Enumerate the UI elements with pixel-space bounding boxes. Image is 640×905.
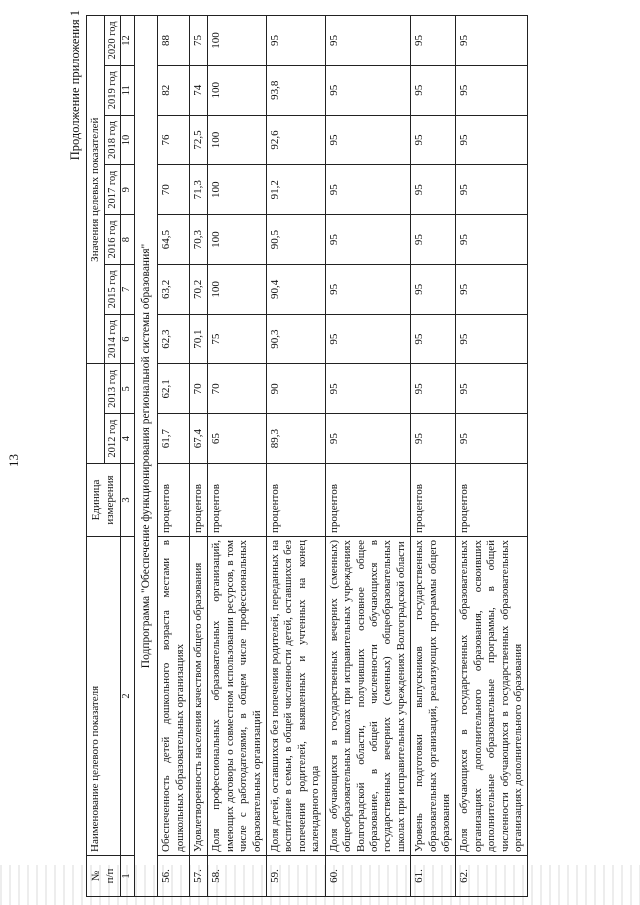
- unit-cell: процентов: [208, 464, 267, 537]
- index-cell: 6: [121, 314, 135, 364]
- value-cell: 100: [208, 215, 267, 265]
- value-cell: 95: [456, 16, 528, 66]
- index-cell: 9: [121, 165, 135, 215]
- value-cell: 70: [158, 165, 190, 215]
- value-cell: 95: [325, 115, 410, 165]
- value-cell: 95: [411, 364, 456, 414]
- value-cell: 95: [411, 115, 456, 165]
- value-cell: 89,3: [267, 414, 326, 464]
- value-cell: 95: [456, 414, 528, 464]
- value-cell: 95: [456, 314, 528, 364]
- index-cell: 5: [121, 364, 135, 414]
- table-row: [267, 16, 326, 897]
- continuation-label: Продолжение приложения 1: [68, 10, 82, 161]
- value-cell: 95: [411, 414, 456, 464]
- unit-cell: процентов: [411, 464, 456, 537]
- unit-cell: процентов: [158, 464, 190, 537]
- subprogram-row: [135, 16, 158, 897]
- value-cell: 95: [411, 264, 456, 314]
- year-header-1: 2012 год: [105, 414, 121, 464]
- value-cell: 62,3: [158, 314, 190, 364]
- value-cell: 95: [267, 16, 326, 66]
- value-cell: 75: [208, 314, 267, 364]
- value-cell: 62,1: [158, 364, 190, 414]
- value-cell: 95: [325, 364, 410, 414]
- indicators-table: [86, 15, 528, 897]
- value-cell: 95: [456, 65, 528, 115]
- value-cell: 90,3: [267, 314, 326, 364]
- index-cell: 3: [121, 464, 135, 537]
- value-cell: 90,5: [267, 215, 326, 265]
- value-cell: 70,1: [190, 314, 208, 364]
- value-cell: 95: [456, 115, 528, 165]
- value-cell: 100: [208, 65, 267, 115]
- value-cell: 95: [325, 16, 410, 66]
- year-header-6: 2017 год: [105, 165, 121, 215]
- page-number: 13: [6, 454, 21, 467]
- indicator-name: Обеспеченность детей дошкольного возраста местами в дошкольных образовательных организациях: [158, 537, 190, 856]
- value-cell: 95: [411, 16, 456, 66]
- value-cell: 74: [190, 65, 208, 115]
- header-unit: Единица измерения: [87, 464, 121, 537]
- table-row: [325, 16, 410, 897]
- table-row: [208, 16, 267, 897]
- header-values-title: Значения целевых показателей: [87, 16, 105, 364]
- value-cell: 100: [208, 264, 267, 314]
- year-header-8: 2019 год: [105, 65, 121, 115]
- value-cell: 90: [267, 364, 326, 414]
- index-row: [121, 16, 135, 897]
- unit-cell: процентов: [325, 464, 410, 537]
- index-cell: 12: [121, 16, 135, 66]
- value-cell: 95: [411, 165, 456, 215]
- indicator-name: Доля детей, оставшихся без попечения родителей, переданных на воспитание в семьи, в общей численности детей, оставшихся без попечения родителей, выявленных и учтенных на конец календарного года: [267, 537, 326, 856]
- header-num: № п/п: [87, 856, 121, 897]
- value-cell: 70,3: [190, 215, 208, 265]
- value-cell: 100: [208, 16, 267, 66]
- row-number: 57.: [190, 856, 208, 897]
- table-row: [456, 16, 528, 897]
- value-cell: 71,3: [190, 165, 208, 215]
- value-cell: 95: [411, 314, 456, 364]
- index-cell: 8: [121, 215, 135, 265]
- value-cell: 88: [158, 16, 190, 66]
- year-header-9: 2020 год: [105, 16, 121, 66]
- value-cell: 82: [158, 65, 190, 115]
- value-cell: 70,2: [190, 264, 208, 314]
- indicator-name: Доля профессиональных образовательных организаций, имеющих договоры о совместном использовании ресурсов, в том числе с работодателями, в общем числе профессиональных образовательных организаций: [208, 537, 267, 856]
- row-number: 58.: [208, 856, 267, 897]
- index-cell: 1: [121, 856, 135, 897]
- index-cell: 11: [121, 65, 135, 115]
- indicator-name: Уровень подготовки выпускников государственных образовательных организаций, реализующих программы общего образования: [411, 537, 456, 856]
- value-cell: 95: [325, 264, 410, 314]
- header-values-group: [87, 364, 105, 464]
- subprogram-title: Подпрограмма "Обеспечение функционирования региональной системы образования": [135, 16, 158, 897]
- row-number: 59.: [267, 856, 326, 897]
- value-cell: 76: [158, 115, 190, 165]
- row-number: 56.: [158, 856, 190, 897]
- value-cell: 100: [208, 115, 267, 165]
- year-header-3: 2014 год: [105, 314, 121, 364]
- unit-cell: процентов: [267, 464, 326, 537]
- indicator-name: Доля обучающихся в государственных образовательных организациях дополнительного образования, освоивших дополнительные образовательные программы, в общей численности обучающихся в государственных образовательных организациях дополнительного образования: [456, 537, 528, 856]
- value-cell: 95: [456, 264, 528, 314]
- value-cell: 92,6: [267, 115, 326, 165]
- year-header-5: 2016 год: [105, 215, 121, 265]
- table-row: [158, 16, 190, 897]
- unit-cell: процентов: [456, 464, 528, 537]
- row-number: 60.: [325, 856, 410, 897]
- index-cell: 7: [121, 264, 135, 314]
- value-cell: 64,5: [158, 215, 190, 265]
- value-cell: 95: [325, 165, 410, 215]
- value-cell: 95: [325, 215, 410, 265]
- value-cell: 91,2: [267, 165, 326, 215]
- value-cell: 70: [208, 364, 267, 414]
- row-number: 61.: [411, 856, 456, 897]
- value-cell: 70: [190, 364, 208, 414]
- year-header-4: 2015 год: [105, 264, 121, 314]
- value-cell: 61,7: [158, 414, 190, 464]
- value-cell: 95: [411, 65, 456, 115]
- value-cell: 100: [208, 165, 267, 215]
- value-cell: 93,8: [267, 65, 326, 115]
- indicator-name: Удовлетворенность населения качеством общего образования: [190, 537, 208, 856]
- value-cell: 65: [208, 414, 267, 464]
- value-cell: 95: [325, 65, 410, 115]
- value-cell: 90,4: [267, 264, 326, 314]
- table-row: [190, 16, 208, 897]
- index-cell: 10: [121, 115, 135, 165]
- value-cell: 95: [456, 165, 528, 215]
- value-cell: 72,5: [190, 115, 208, 165]
- year-header-7: 2018 год: [105, 115, 121, 165]
- value-cell: 95: [456, 364, 528, 414]
- value-cell: 95: [456, 215, 528, 265]
- value-cell: 75: [190, 16, 208, 66]
- row-number: 62.: [456, 856, 528, 897]
- value-cell: 95: [325, 314, 410, 364]
- index-cell: 2: [121, 537, 135, 856]
- value-cell: 95: [325, 414, 410, 464]
- year-header-2: 2013 год: [105, 364, 121, 414]
- header-name: Наименование целевого показателя: [87, 537, 121, 856]
- table-row: [411, 16, 456, 897]
- value-cell: 63,2: [158, 264, 190, 314]
- value-cell: 95: [411, 215, 456, 265]
- unit-cell: процентов: [190, 464, 208, 537]
- indicator-name: Доля обучающихся в государственных вечерних (сменных) общеобразовательных школах при исправительных учреждениях Волгоградской области, получивших основное общее образование, в общей численности обучающихся в государственных вечерних (сменных) общеобразовательных школах при исправительных учреждениях Волгоградской области: [325, 537, 410, 856]
- value-cell: 67,4: [190, 414, 208, 464]
- index-cell: 4: [121, 414, 135, 464]
